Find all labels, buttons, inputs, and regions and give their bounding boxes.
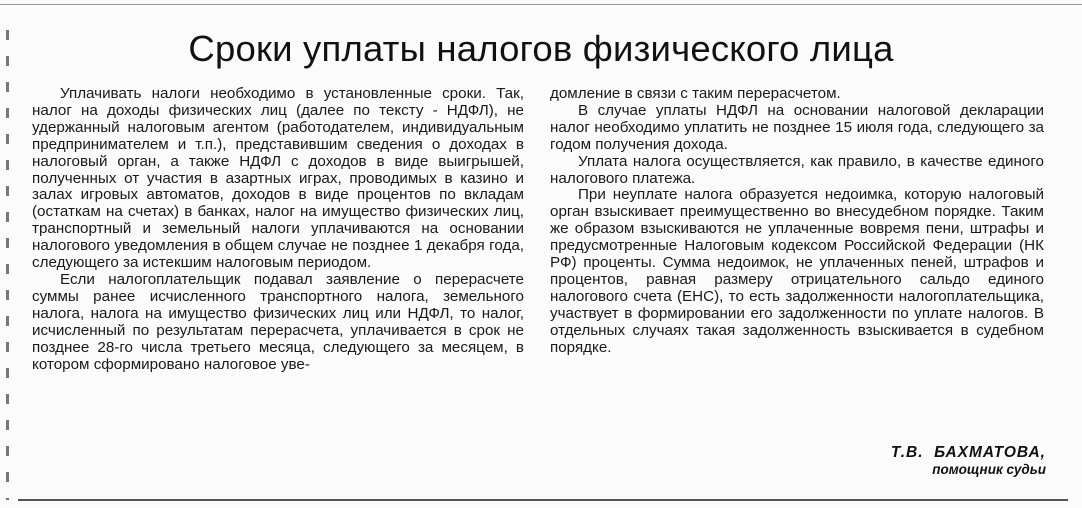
author-signature bbox=[760, 444, 1046, 478]
paragraph-recalculation: Если налогоплательщик подавал заявление о перерасчете суммы ранее исчисленного транспортного налога, земельного налога, налога на имущество физических лиц или НДФЛ, то налог, исчисленный по результатам перерасчета, уплачивается в срок не позднее 28-го числа третьего месяца, следующего за месяцем, в котором сформировано налоговое уве- bbox=[32, 270, 524, 373]
paragraph-deadlines: Уплачивать налоги необходимо в установленные сроки. Так, налог на доходы физических лиц (далее по тексту - НДФЛ), не удержанный налоговым агентом (работодателем, индивидуальным предпринимателем и т.п.), представившим сведения о доходах в налоговый орган, а также НДФЛ с доходов в виде выигрышей, полученных от участия в азартных играх, проводимых в казино и залах игровых автоматов, доходов в виде процентов по вкладам (остаткам на счетах) в банках, налог на имущество физических лиц, транспортный и земельный налоги уплачиваются на основании налогового уведомления в общем случае не позднее 1 декабря года, следующего за истекшим налоговым периодом. bbox=[32, 85, 524, 272]
author-name: Т.В. БАХМАТОВА, bbox=[890, 444, 1046, 461]
bottom-divider bbox=[18, 499, 1068, 501]
author-role: помощник судьи bbox=[932, 462, 1046, 477]
right-column bbox=[550, 86, 1044, 357]
paragraph-ndfl-declaration: В случае уплаты НДФЛ на основании налоговой декларации налог необходимо уплатить не позднее 15 июля года, следующего за годом получения дохода. bbox=[550, 101, 1044, 153]
paragraph-single-payment: Уплата налога осуществляется, как правило, в качестве единого налогового платежа. bbox=[550, 152, 1044, 187]
article-title: Сроки уплаты налогов физического лица bbox=[188, 28, 894, 69]
paragraph-arrears: При неуплате налога образуется недоимка, которую налоговый орган взыскивает преимущественно во внесудебном порядке. Таким же образом взыскиваются не уплаченные вовремя пени, штрафы и предусмотренные Налоговым кодексом Российской Федерации (НК РФ) проценты. Сумма недоимок, не уплаченных пеней, штрафов и процентов, равная размеру отрицательного сальдо единого налогового счета (ЕНС), то есть задолженности налогоплательщика, участвует в формировании его задолженности по уплате налогов. В отдельных случаях такая задолженность взыскивается в судебном порядке. bbox=[550, 186, 1044, 356]
left-margin-marks bbox=[6, 30, 9, 500]
top-divider bbox=[0, 4, 1082, 5]
left-column bbox=[32, 86, 524, 373]
paragraph-recalculation-continued: домление в связи с таким перерасчетом. bbox=[550, 85, 841, 102]
